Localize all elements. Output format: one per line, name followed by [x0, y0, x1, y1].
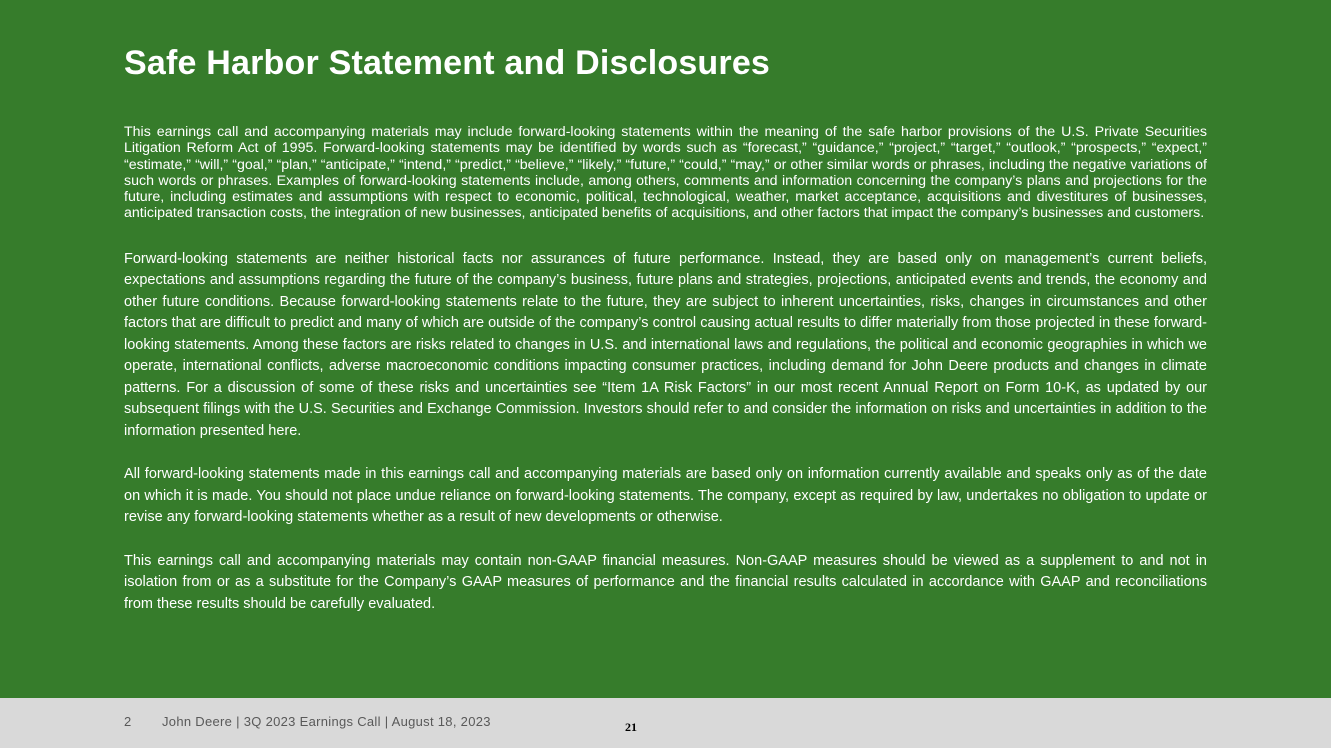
paragraph-forward-looking-intro: This earnings call and accompanying materials may include forward-looking statements within the meaning of the safe harbor provisions of the U.S. Private Securities Litigation Reform Act of 1995. Forward-looking statements may be identified by words such as “forecast,” “guidance,” “project,” “target,” “outlook,” “prospects,” “expect,” “estimate,” “will,” “goal,” “plan,” “anticipate,” “intend,” “predict,” “believe,” “likely,” “future,” “could,” “may,” or other similar words or phrases, including the negative variations of such words or phrases. Examples of forward-looking statements include, among others, comments and information concerning the company’s plans and projections for the future, including estimates and assumptions with respect to economic, political, technological, weather, market acceptance, acquisitions and divestitures of businesses, anticipated transaction costs, the integration of new businesses, anticipated benefits of acquisitions, and other factors that impact the company’s businesses and customers. [124, 124, 1207, 222]
footer-caption: John Deere | 3Q 2023 Earnings Call | August 18, 2023 [162, 714, 491, 729]
slide-body [124, 124, 1207, 615]
paragraph-risks-uncertainties: Forward-looking statements are neither historical facts nor assurances of future performance. Instead, they are based only on management’s current beliefs, expectations and assumptions regarding the future of the company’s business, future plans and strategies, projections, anticipated events and trends, the economy and other future conditions. Because forward-looking statements relate to the future, they are subject to inherent uncertainties, risks, changes in circumstances and other factors that are difficult to predict and many of which are outside of the company’s control causing actual results to differ materially from those projected in these forward-looking statements. Among these factors are risks related to changes in U.S. and international laws and regulations, the political and economic geographies in which we operate, international conflicts, adverse macroeconomic conditions impacting consumer practices, including demand for John Deere products and changes in climate patterns. For a discussion of some of these risks and uncertainties see “Item 1A Risk Factors” in our most recent Annual Report on Form 10-K, as updated by our subsequent filings with the U.S. Securities and Exchange Commission. Investors should refer to and consider the information on risks and uncertainties in addition to the information presented here. [124, 250, 1207, 439]
paragraph-reliance: All forward-looking statements made in this earnings call and accompanying materials are based only on information currently available and speaks only as of the date on which it is made. You should not place undue reliance on forward-looking statements. The company, except as required by law, undertakes no obligation to update or revise any forward-looking statements whether as a result of new developments or otherwise. [124, 466, 1207, 526]
slide-title: Safe Harbor Statement and Disclosures [124, 44, 771, 82]
slide-index: 21 [625, 720, 637, 734]
footer-bar [0, 698, 1331, 748]
paragraph-non-gaap: This earnings call and accompanying materials may contain non-GAAP financial measures. Non-GAAP measures should be viewed as a supplement to and not in isolation from or as a substitute for the Company’s GAAP measures of performance and the financial results calculated in accordance with GAAP and reconciliations from these results should be carefully evaluated. [124, 552, 1207, 612]
page-number: 2 [124, 714, 132, 729]
